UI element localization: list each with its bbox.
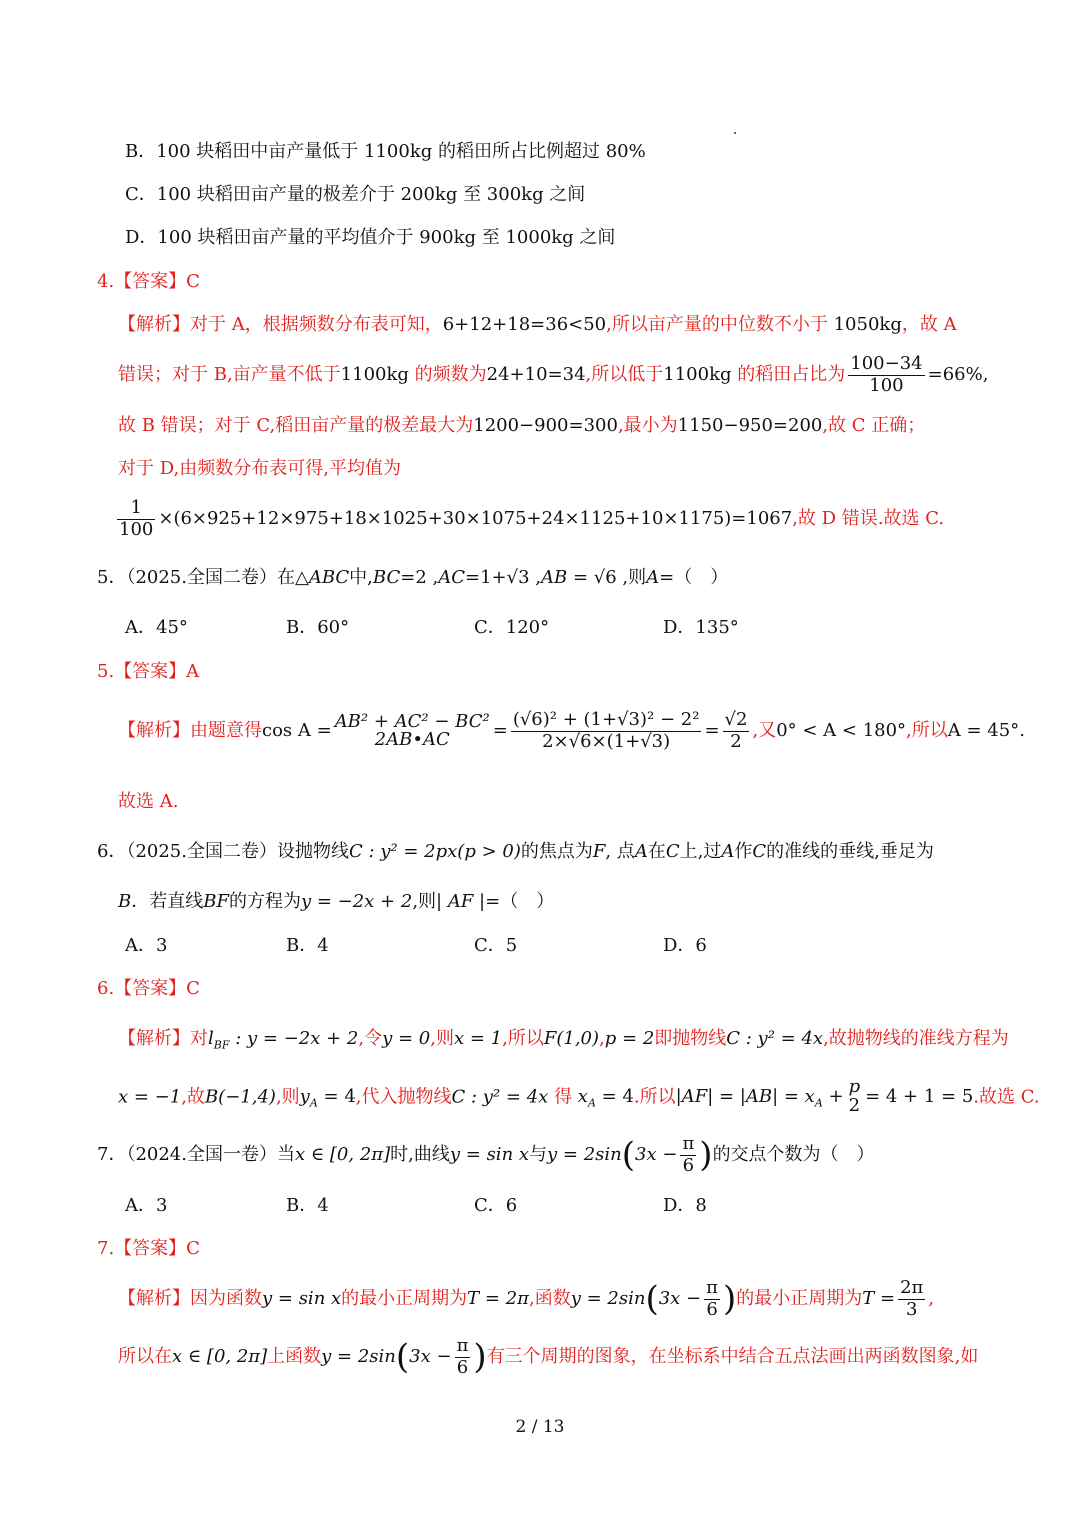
- math-expr: cos A =: [262, 720, 332, 742]
- text-segment: 时,曲线: [390, 1144, 450, 1166]
- text-segment: ,则: [275, 1086, 300, 1108]
- fraction: [898, 1278, 925, 1320]
- math-var: y: [299, 1086, 310, 1108]
- math-var: AC: [438, 567, 466, 588]
- math-expr: y = −2x + 2: [300, 891, 413, 912]
- q4-analysis-line3: [118, 417, 925, 435]
- q4-option-c: C．100 块稻田亩产量的极差介于 200kg 至 300kg 之间: [125, 184, 586, 205]
- text-segment: 【解析】由题意得: [118, 720, 262, 742]
- text-segment: 与: [529, 1144, 548, 1166]
- q5-option-a: A．45°: [125, 617, 188, 638]
- q4-answer-label: 4.【答案】C: [97, 271, 200, 292]
- math-expr: : y = −2x + 2: [235, 1028, 359, 1049]
- text-segment: 作: [734, 841, 753, 862]
- text-segment: ,故抛物线的准线方程为: [823, 1028, 1009, 1049]
- fraction: [117, 498, 155, 540]
- text-segment: .所以: [633, 1086, 676, 1108]
- fraction-numerator: 2π: [900, 1277, 924, 1298]
- math-expr: =66%,: [927, 364, 989, 386]
- text-segment: ,代入抛物线: [355, 1086, 452, 1108]
- text-segment: ,所以亩产量的中位数不小于: [606, 314, 828, 335]
- text-segment: ,故 C 正确；: [822, 415, 926, 436]
- math-expr: B(−1,4): [204, 1086, 276, 1108]
- math-expr: = 4: [323, 1086, 356, 1108]
- fraction-denominator: 100: [119, 518, 154, 540]
- math-expr: y = 2sin: [547, 1144, 622, 1166]
- math-expr: |AF| = |AB| = x: [675, 1086, 815, 1108]
- math-expr: ×(6×925+12×975+18×1025+30×1075+24×1125+10×1175)=1067: [158, 508, 793, 530]
- text-segment: ,则: [412, 891, 437, 912]
- math-expr: T =: [862, 1288, 896, 1310]
- text-segment: 的稻田占比为: [737, 364, 846, 386]
- q5-conclusion: 故选 A.: [118, 791, 179, 812]
- text-segment: 错误；对于 B,亩产量不低于: [118, 364, 341, 386]
- fraction-numerator: 100−34: [850, 353, 923, 374]
- q4-analysis-line2: [118, 354, 988, 396]
- text-segment: 所以在: [118, 1346, 172, 1368]
- text-segment: = √6 ,则: [567, 567, 647, 588]
- stray-dot: [734, 132, 736, 134]
- math-expr: | AF |=: [436, 891, 501, 912]
- q5-answer-label: 5.【答案】A: [97, 661, 200, 682]
- q6-option-b: B．4: [286, 935, 329, 956]
- math-expr: 1050kg: [833, 314, 902, 335]
- math-var: l: [208, 1028, 214, 1049]
- fraction-denominator: 3: [905, 1298, 918, 1320]
- text-segment: 的最小正周期为: [341, 1288, 468, 1310]
- q6-option-a: A．3: [125, 935, 168, 956]
- text-segment: 的最小正周期为: [736, 1288, 863, 1310]
- q5-option-c: C．120°: [474, 617, 550, 638]
- fraction-numerator: π: [456, 1335, 469, 1356]
- text-segment: ,则: [430, 1028, 454, 1049]
- fraction-denominator: 2: [730, 730, 742, 752]
- math-expr: p = 2: [604, 1028, 655, 1049]
- text-segment: .故选 C.: [973, 1086, 1040, 1108]
- text-segment: 5．（2025.全国二卷）在△: [97, 567, 309, 588]
- math-var: BF: [203, 891, 229, 912]
- math-var: ABC: [308, 567, 350, 588]
- math-expr: x ∈ [0, 2π]: [294, 1144, 391, 1166]
- math-expr: 1100kg: [340, 364, 409, 386]
- text-segment: ,所以低于: [585, 364, 664, 386]
- q7-stem: 7．（2024.全国一卷）当x ∈ [0, 2π]时,曲线y = sin x与y = 2sin(3x − $\frac{\pi}{6}$ )的交点个数为（ ）: [97, 1133, 875, 1176]
- fraction: [704, 1278, 720, 1320]
- math-var: C: [752, 841, 767, 862]
- fraction: [455, 1336, 471, 1378]
- math-expr: x = 1: [454, 1028, 503, 1049]
- q6-analysis-line2: [118, 1078, 1040, 1117]
- q7-option-c: C．6: [474, 1195, 518, 1216]
- math-subscript: A: [814, 1096, 823, 1110]
- q4-analysis-line1: [118, 316, 957, 334]
- q5-analysis: 【解析】由题意得cos A = AB² + AC² − BC² 2AB•AC = $\frac{\text{(√6)² + (1+√3)² − 2²}}{2\times√6\times(1+√3)}$ = $\frac{√2}{2}$ ,又0° < A < 180°,所以A = 45°.: [118, 709, 1025, 752]
- math-expr: y = sin x: [449, 1144, 530, 1166]
- fraction: [511, 710, 702, 752]
- text-segment: 有三个周期的图象，在坐标系中结合五点法画出两函数图象,如: [486, 1346, 979, 1368]
- math-subscript: BF: [213, 1038, 230, 1052]
- fraction-numerator: p: [848, 1076, 861, 1097]
- text-segment: 中,: [349, 567, 373, 588]
- fraction: [680, 1134, 696, 1176]
- text-segment: 上,过: [679, 841, 722, 862]
- page-number: 2 / 13: [515, 1417, 565, 1437]
- fraction-denominator: 100: [869, 374, 904, 396]
- math-expr: +: [828, 1086, 844, 1108]
- q7-analysis-line2: 所以在x ∈ [0, 2π]上函数y = 2sin(3x − $\frac{\pi}{6}$ )有三个周期的图象，在坐标系中结合五点法画出两函数图象,如: [118, 1335, 979, 1378]
- text-segment: ,: [928, 1288, 935, 1310]
- text-segment: ,故: [181, 1086, 205, 1108]
- fraction-numerator: π: [682, 1133, 695, 1154]
- text-segment: 故 B 错误；对于 C,稻田亩产量的极差最大为: [118, 415, 474, 436]
- text-segment: 得: [554, 1086, 573, 1108]
- q4-analysis-line4: 对于 D,由频数分布表可得,平均值为: [118, 458, 401, 479]
- math-var: A: [634, 841, 648, 862]
- math-var: A: [646, 567, 660, 588]
- text-segment: =2 ,: [400, 567, 439, 588]
- fraction-denominator: 6: [682, 1154, 695, 1176]
- fraction-numerator: π: [706, 1277, 718, 1298]
- q4-option-d: D．100 块稻田亩产量的平均值介于 900kg 至 1000kg 之间: [125, 227, 616, 248]
- math-expr: x = −1: [118, 1086, 182, 1108]
- fraction-numerator: 1: [117, 498, 155, 520]
- text-segment: ,又: [752, 720, 777, 742]
- text-segment: ．若直线: [131, 891, 204, 912]
- q6-option-d: D．6: [663, 935, 707, 956]
- math-expr: C : y² = 4x: [451, 1086, 549, 1108]
- text-segment: ,所以: [502, 1028, 544, 1049]
- text-segment: 6．（2025.全国二卷）设抛物线: [97, 841, 349, 862]
- math-var: x: [577, 1086, 588, 1108]
- text-segment: 上函数: [267, 1346, 322, 1368]
- math-expr: y = 2sin: [321, 1346, 396, 1368]
- math-expr: F(1,0): [543, 1028, 600, 1049]
- fraction: [847, 1078, 862, 1117]
- q5-option-b: B．60°: [286, 617, 350, 638]
- math-expr: 24+10=34: [486, 364, 586, 386]
- text-segment: （ ）: [500, 891, 555, 912]
- text-segment: 的交点个数为（ ）: [712, 1144, 875, 1166]
- math-var: A: [721, 841, 735, 862]
- text-segment: , 点: [605, 841, 635, 862]
- math-expr: 6+12+18=36<50: [442, 314, 607, 335]
- fraction-numerator: AB² + AC² − BC²: [334, 711, 490, 733]
- text-segment: 的方程为: [228, 891, 301, 912]
- q6-stem-line2: [118, 893, 554, 911]
- q6-answer-label: 6.【答案】C: [97, 978, 200, 999]
- text-segment: 【解析】对: [118, 1028, 208, 1049]
- q6-stem-line1: [97, 843, 934, 861]
- math-var: B: [118, 891, 132, 912]
- q7-option-a: A．3: [125, 1195, 168, 1216]
- text-segment: ,函数: [528, 1288, 571, 1310]
- math-expr: = 4 + 1 = 5: [865, 1086, 974, 1108]
- text-segment: ,所以: [906, 720, 948, 742]
- math-var: C: [665, 841, 680, 862]
- q7-option-b: B．4: [286, 1195, 329, 1216]
- fraction-denominator: 2×√6×(1+√3): [542, 730, 671, 752]
- math-expr: y = 2sin: [570, 1288, 646, 1310]
- text-segment: ,令: [358, 1028, 383, 1049]
- math-expr: 1200−900=300: [473, 415, 618, 436]
- math-expr: 3x −: [635, 1144, 678, 1166]
- q5-option-d: D．135°: [663, 617, 739, 638]
- math-expr: 1100kg: [663, 364, 732, 386]
- math-expr: 3x −: [658, 1288, 702, 1310]
- q6-analysis-line1: [118, 1030, 1009, 1051]
- fraction-denominator: 2: [848, 1095, 861, 1116]
- q7-answer-label: 7.【答案】C: [97, 1238, 200, 1259]
- text-segment: 【解析】对于 A，根据频数分布表可知，: [118, 314, 443, 335]
- math-expr: y = 0: [382, 1028, 431, 1049]
- text-segment: =（ ）: [659, 567, 729, 588]
- math-expr: A = 45°.: [947, 720, 1025, 742]
- math-expr: 3x −: [409, 1346, 452, 1368]
- math-expr: T = 2π: [467, 1288, 529, 1310]
- text-segment: 即抛物线: [654, 1028, 727, 1049]
- fraction: [848, 354, 924, 396]
- math-expr: y = sin x: [262, 1288, 342, 1310]
- math-expr: C : y² = 4x: [726, 1028, 824, 1049]
- text-segment: 的准线的垂线,垂足为: [766, 841, 934, 862]
- text-segment: 【解析】因为函数: [118, 1288, 262, 1310]
- text-segment: 的焦点为: [520, 841, 593, 862]
- fraction: [335, 713, 490, 749]
- math-var: AB: [541, 567, 568, 588]
- math-var: F: [592, 841, 606, 862]
- q5-stem: [97, 569, 728, 587]
- fraction-denominator: 6: [706, 1298, 718, 1320]
- math-subscript: A: [309, 1096, 318, 1110]
- fraction-numerator: (√6)² + (1+√3)² − 2²: [512, 709, 700, 730]
- q7-analysis-line1: 【解析】因为函数y = sin x的最小正周期为T = 2π,函数y = 2sin(3x − $\frac{\pi}{6}$ )的最小正周期为T = $\frac{2\pi}{3}$ ,: [118, 1277, 935, 1320]
- text-segment: =1+√3 ,: [465, 567, 541, 588]
- q4-analysis-line5: [114, 498, 944, 540]
- math-expr: 1150−950=200: [677, 415, 823, 436]
- q4-option-b: B．100 块稻田中亩产量低于 1100kg 的稻田所占比例超过 80%: [125, 141, 646, 162]
- text-segment: 的频数为: [414, 364, 487, 386]
- q6-option-c: C．5: [474, 935, 518, 956]
- math-var: BC: [372, 567, 401, 588]
- text-segment: ,: [599, 1028, 605, 1049]
- text-segment: ,故 D 错误.故选 C.: [792, 508, 945, 530]
- q7-option-d: D．8: [663, 1195, 707, 1216]
- fraction-denominator: 2AB•AC: [374, 729, 450, 751]
- math-expr: C : y² = 2px(p > 0): [348, 841, 521, 862]
- fraction: [723, 710, 750, 752]
- text-segment: ，故 A: [901, 314, 957, 335]
- math-subscript: A: [587, 1096, 596, 1110]
- text-segment: ,最小为: [617, 415, 678, 436]
- text-segment: 7．（2024.全国一卷）当: [97, 1144, 295, 1166]
- math-expr: x ∈ [0, 2π]: [172, 1346, 268, 1368]
- math-expr: = 4: [601, 1086, 634, 1108]
- fraction-numerator: √2: [724, 709, 748, 730]
- fraction-denominator: 6: [456, 1356, 469, 1378]
- math-expr: 0° < A < 180°: [776, 720, 907, 742]
- text-segment: 在: [647, 841, 666, 862]
